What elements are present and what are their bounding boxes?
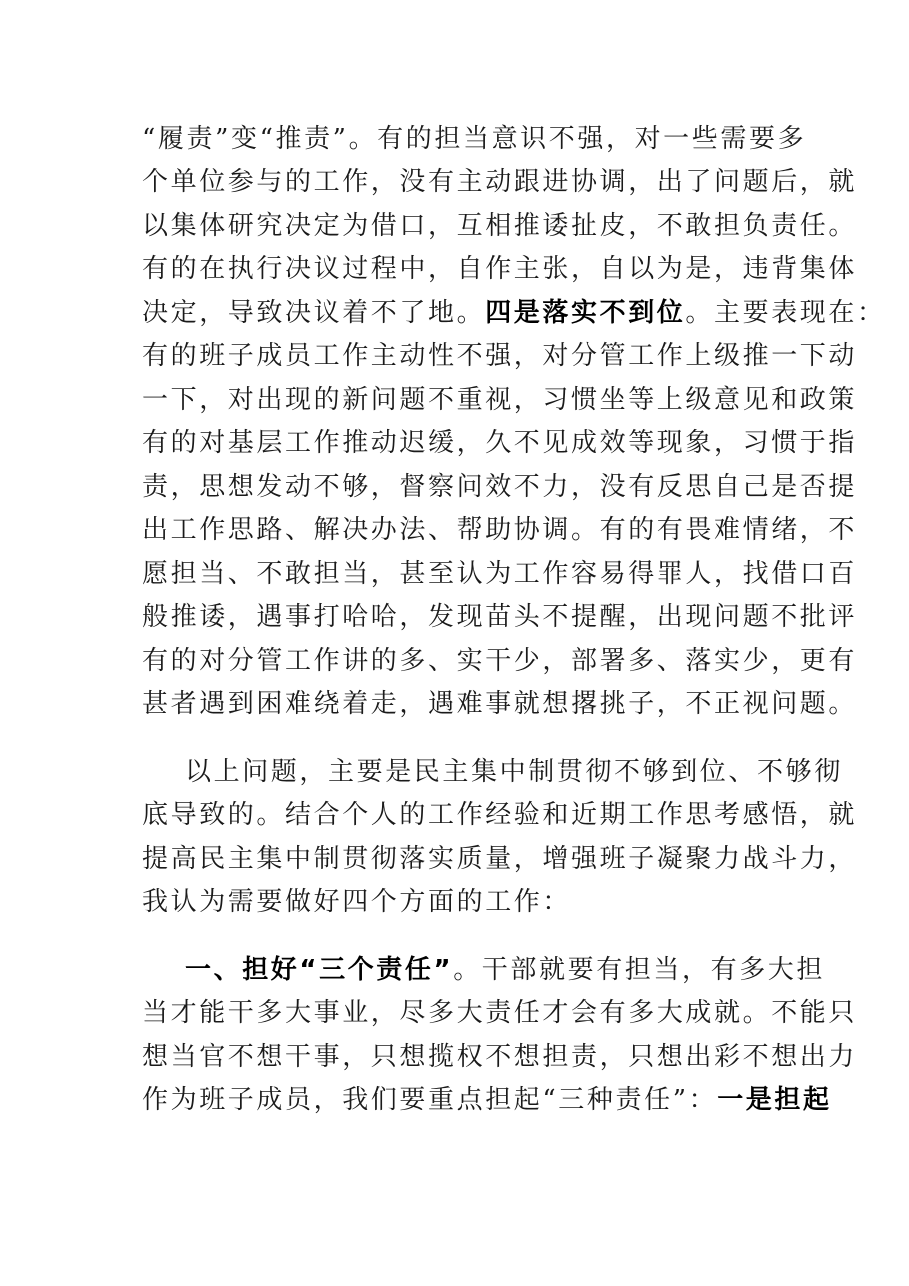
text-line <box>142 595 858 639</box>
text-line <box>142 421 858 465</box>
text-segment: 有的对分管工作讲的多、实干少，部署多、落实少，更有 <box>142 646 858 676</box>
text-line <box>142 639 858 683</box>
text-line <box>142 880 792 924</box>
text-line <box>142 160 858 204</box>
text-segment: 愿担当、不敢担当，甚至认为工作容易得罪人，找借口百 <box>142 559 858 589</box>
text-segment: 以上问题，主要是民主集中制贯彻不够到位、不够彻 <box>185 757 843 787</box>
text-segment: 责，思想发动不够，督察问效不力，没有反思自己是否提 <box>142 472 858 502</box>
text-segment: 当才能干多大事业，尽多大责任才会有多大成就。不能只 <box>142 998 858 1028</box>
text-segment: 底导致的。结合个人的工作经验和近期工作思考感悟，就 <box>142 800 858 830</box>
text-segment: “履责”变“推责”。有的担当意识不强，对一些需要多 <box>142 124 807 154</box>
text-line <box>142 682 858 726</box>
text-line <box>142 991 858 1035</box>
text-segment: 甚者遇到困难绕着走，遇难事就想撂挑子，不正视问题。 <box>142 689 858 719</box>
text-line <box>142 117 807 161</box>
text-segment: 有的班子成员工作主动性不强，对分管工作上级推一下动 <box>142 341 858 371</box>
text-segment: 作为班子成员，我们要重点担起“三种责任”： <box>142 1085 718 1115</box>
text-line <box>142 1078 832 1122</box>
text-line <box>142 793 858 837</box>
text-segment: 决定，导致决议着不了地。 <box>142 298 486 328</box>
text-segment: 提高民主集中制贯彻落实质量，增强班子凝聚力战斗力， <box>142 844 858 874</box>
text-line <box>185 948 835 992</box>
text-line <box>142 837 858 881</box>
text-segment: 一下，对出现的新问题不重视，习惯坐等上级意见和政策 <box>142 385 858 415</box>
text-segment: 我认为需要做好四个方面的工作： <box>142 887 572 917</box>
text-segment: 以集体研究决定为借口，互相推诿扯皮，不敢担负责任。 <box>142 211 858 241</box>
text-segment: 想当官不想干事，只想揽权不想担责，只想出彩不想出力 <box>142 1042 858 1072</box>
text-segment: 有的对基层工作推动迟缓，久不见成效等现象，习惯于指 <box>142 428 858 458</box>
text-segment: 般推诿，遇事打哈哈，发现苗头不提醒，出现问题不批评 <box>142 602 858 632</box>
text-line <box>142 508 858 552</box>
text-segment: 有的在执行决议过程中，自作主张，自以为是，违背集体 <box>142 254 858 284</box>
text-line <box>185 750 843 794</box>
text-segment: 。干部就要有担当，有多大担 <box>453 955 825 985</box>
text-segment: 出工作思路、解决办法、帮助协调。有的有畏难情绪，不 <box>142 515 858 545</box>
text-segment: 个单位参与的工作，没有主动跟进协调，出了问题后，就 <box>142 167 858 197</box>
text-line <box>142 334 858 378</box>
text-line <box>142 204 858 248</box>
text-line <box>142 247 858 291</box>
text-line <box>142 465 858 509</box>
text-segment: 。主要表现在： <box>685 298 886 328</box>
text-line <box>142 552 858 596</box>
text-line <box>142 291 886 335</box>
text-line <box>142 1035 858 1079</box>
bold-heading-text: 四是落实不到位 <box>485 298 686 328</box>
bold-heading-text: 一是担起 <box>717 1085 832 1115</box>
bold-heading-text: 一、担好“三个责任” <box>185 955 454 985</box>
text-line <box>142 378 858 422</box>
